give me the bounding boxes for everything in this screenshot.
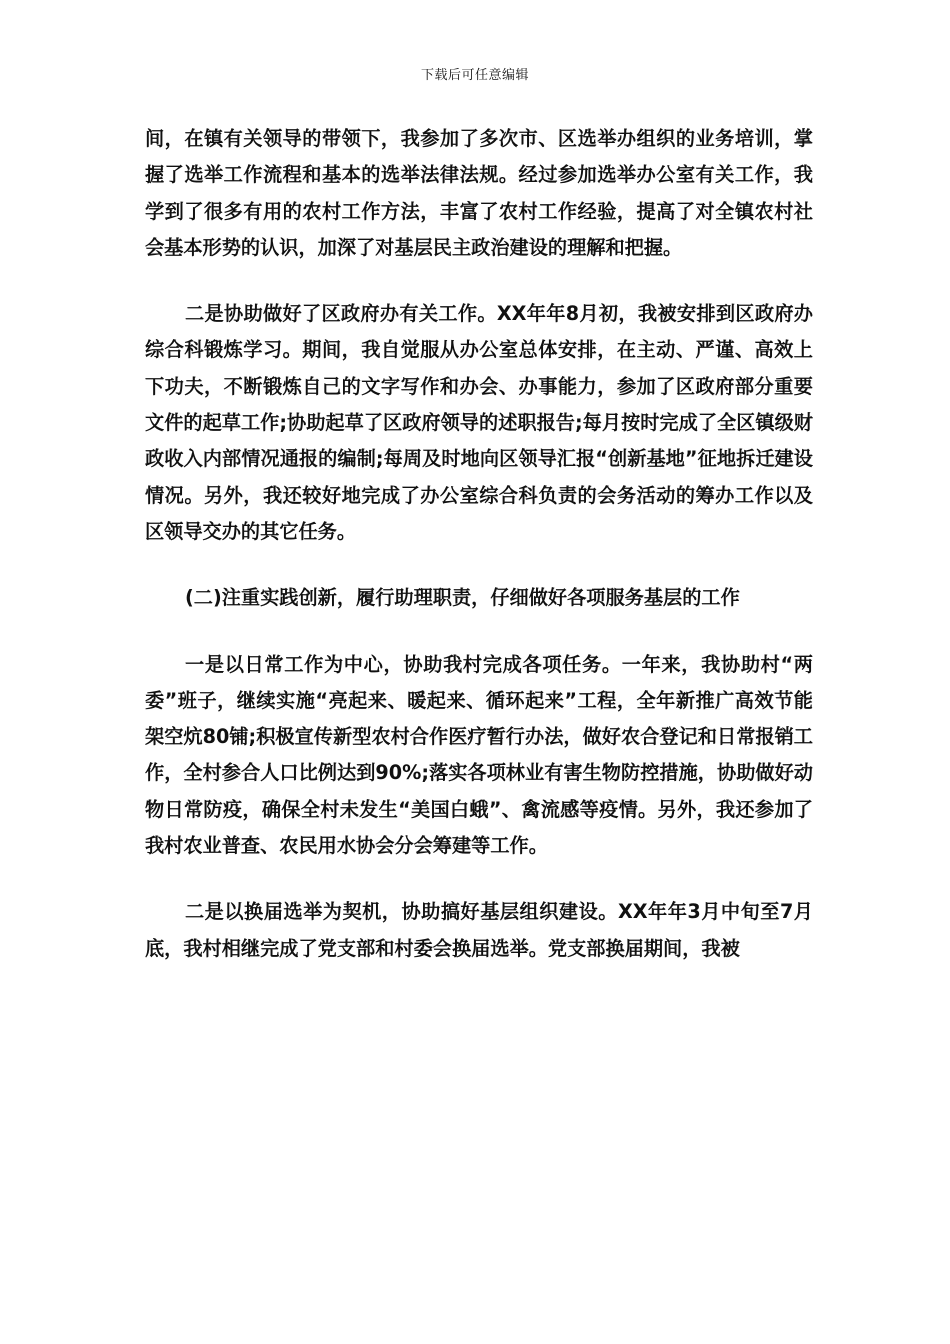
- paragraph: 一是以日常工作为中心，协助我村完成各项任务。一年来，我协助村“两委”班子，继续实施“亮起来、暖起来、循环起来”工程，全年新推广高效节能架空炕80铺;积极宣传新型农村合作医疗暂行办法，做好农合登记和日常报销工作，全村参合人口比例达到90%;落实各项林业有害生物防控措施，协助做好动物日常防疫，确保全村未发生“美国白蛾”、禽流感等疫情。另外，我还参加了我村农业普查、农民用水协会分会筹建等工作。: [145, 652, 813, 858]
- paragraph: 二是以换届选举为契机，协助搞好基层组织建设。XX年年3月中旬至7月底，我村相继完成了党支部和村委会换届选举。党支部换届期间，我被: [145, 900, 813, 960]
- paragraph: 二是协助做好了区政府办有关工作。XX年年8月初，我被安排到区政府办综合科锻炼学习。期间，我自觉服从办公室总体安排，在主动、严谨、高效上下功夫，不断锻炼自己的文字写作和办会、办事能力，参加了区政府部分重要文件的起草工作;协助起草了区政府领导的述职报告;每月按时完成了全区镇级财政收入内部情况通报的编制;每周及时地向区领导汇报“创新基地”征地拆迁建设情况。另外，我还较好地完成了办公室综合科负责的会务活动的筹办工作以及区领导交办的其它任务。: [145, 302, 813, 543]
- paragraph: 间，在镇有关领导的带领下，我参加了多次市、区选举办组织的业务培训，掌握了选举工作流程和基本的选举法律法规。经过参加选举办公室有关工作，我学到了很多有用的农村工作方法，丰富了农村工作经验，提高了对全镇农村社会基本形势的认识，加深了对基层民主政治建设的理解和把握。: [145, 127, 813, 259]
- document-body: [145, 121, 813, 967]
- section-heading: (二)注重实践创新，履行助理职责，仔细做好各项服务基层的工作: [185, 586, 740, 610]
- page-header: 下载后可任意编辑: [420, 68, 529, 83]
